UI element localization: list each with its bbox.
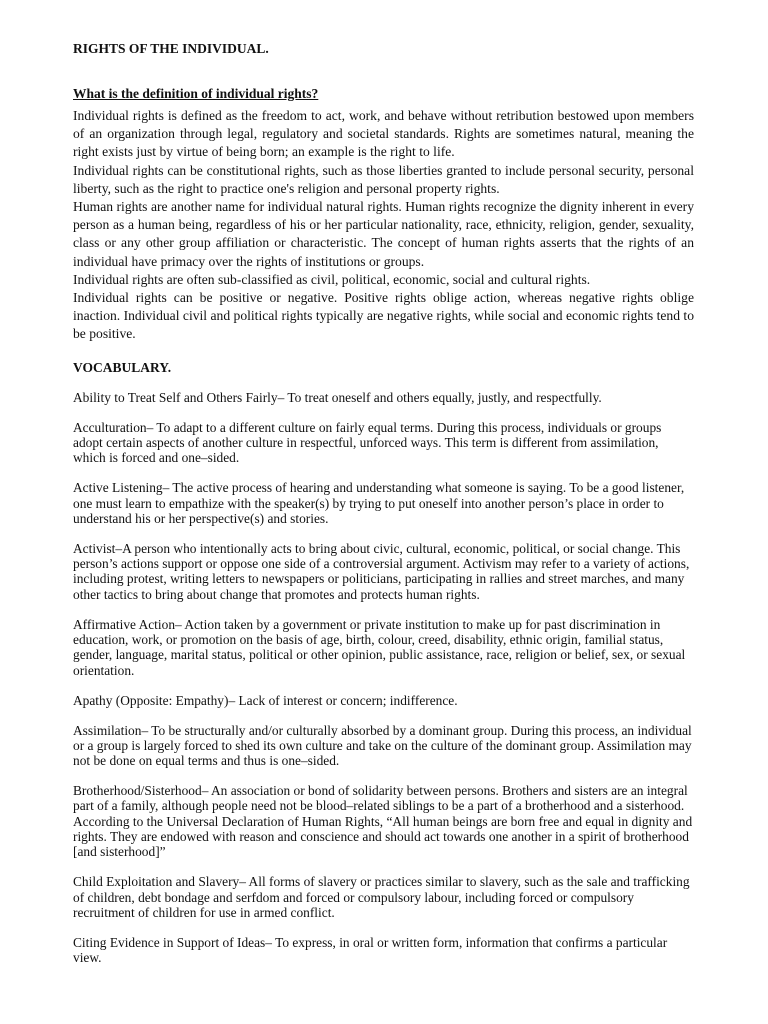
definition-question-heading: What is the definition of individual rights? — [73, 86, 319, 101]
intro-paragraph: Individual rights is defined as the freedom to act, work, and behave without retribution bestowed upon members of an organization through legal, regulatory and societal standards. Rights are sometimes natural, meaning the right exists just by virtue of being born; an example is the right to life. — [73, 108, 694, 160]
vocabulary-entry: Apathy (Opposite: Empathy)– Lack of interest or concern; indifference. — [73, 692, 458, 708]
intro-paragraph: Individual rights are often sub-classified as civil, political, economic, social and cultural rights. — [73, 271, 591, 287]
vocabulary-entry: Acculturation– To adapt to a different culture on fairly equal terms. During this process, individuals or groups adopt certain aspects of another culture in respectful, unforced ways. This term is different from assimilation, which is forced and one–sided. — [73, 419, 662, 466]
vocabulary-list — [73, 390, 694, 966]
vocabulary-entry: Child Exploitation and Slavery– All forms of slavery or practices similar to slavery, such as the sale and trafficking of children, debt bondage and serfdom and forced or compulsory labour, including forced or compulsory recruitment of children for use in armed conflict. — [73, 874, 690, 920]
vocabulary-entry: Affirmative Action– Action taken by a government or private institution to make up for past discrimination in education, work, or promotion on the basis of age, birth, colour, creed, disability, ethnic origin, familial status, gender, language, marital status, political or other opinion, public assistance, race, religion or belief, sex, or sexual orientation. — [73, 616, 686, 678]
vocabulary-entry: Active Listening– The active process of hearing and understanding what someone is saying. To be a good listener, one must learn to empathize with the speaker(s) by trying to put oneself into another person’s place in order to understand his or her perspective(s) and stories. — [73, 480, 685, 526]
vocabulary-entry: Brotherhood/Sisterhood– An association or bond of solidarity between persons. Brothers and sisters are an integral part of a family, although people need not be blood–related siblings to be a part of a brotherhood and a sisterhood. According to the Universal Declaration of Human Rights, “All human beings are born free and equal in dignity and rights. They are endowed with reason and conscience and should act towards one another in a spirit of brotherhood [and sisterhood]” — [73, 783, 693, 860]
vocabulary-heading: VOCABULARY. — [73, 359, 172, 375]
document-title: RIGHTS OF THE INDIVIDUAL. — [73, 41, 269, 56]
intro-paragraph: Individual rights can be constitutional rights, such as those liberties granted to include personal security, personal liberty, such as the right to practice one's religion and personal property rights. — [73, 162, 694, 196]
vocabulary-entry: Ability to Treat Self and Others Fairly– To treat oneself and others equally, justly, and respectfully. — [73, 389, 602, 405]
intro-paragraph: Individual rights can be positive or negative. Positive rights oblige action, whereas negative rights oblige inaction. Individual civil and political rights typically are negative rights, while social and economic rights tend to be positive. — [73, 290, 694, 342]
vocabulary-entry: Activist–A person who intentionally acts to bring about civic, cultural, economic, political, or social change. This person’s actions support or oppose one side of a controversial argument. Activism may refer to a variety of actions, including protest, writing letters to newspapers or politicians, participating in rallies and street marches, and many other tactics to bring about change that promotes and protects human rights. — [73, 540, 690, 602]
vocabulary-entry: Assimilation– To be structurally and/or culturally absorbed by a dominant group. During this process, an individual or a group is largely forced to shed its own culture and take on the culture of the dominant group. Assimilation may not be done on equal terms and thus is one–sided. — [73, 722, 692, 769]
intro-paragraph: Human rights are another name for individual natural rights. Human rights recognize the dignity inherent in every person as a human being, regardless of his or her particular nationality, race, ethnicity, religion, gender, sexuality, class or any other group affiliation or characteristic. The concept of human rights asserts that the rights of an individual have primacy over the rights of institutions or groups. — [73, 199, 694, 269]
vocabulary-entry: Citing Evidence in Support of Ideas– To express, in oral or written form, information that confirms a particular view. — [73, 934, 668, 966]
intro-section — [73, 107, 694, 344]
